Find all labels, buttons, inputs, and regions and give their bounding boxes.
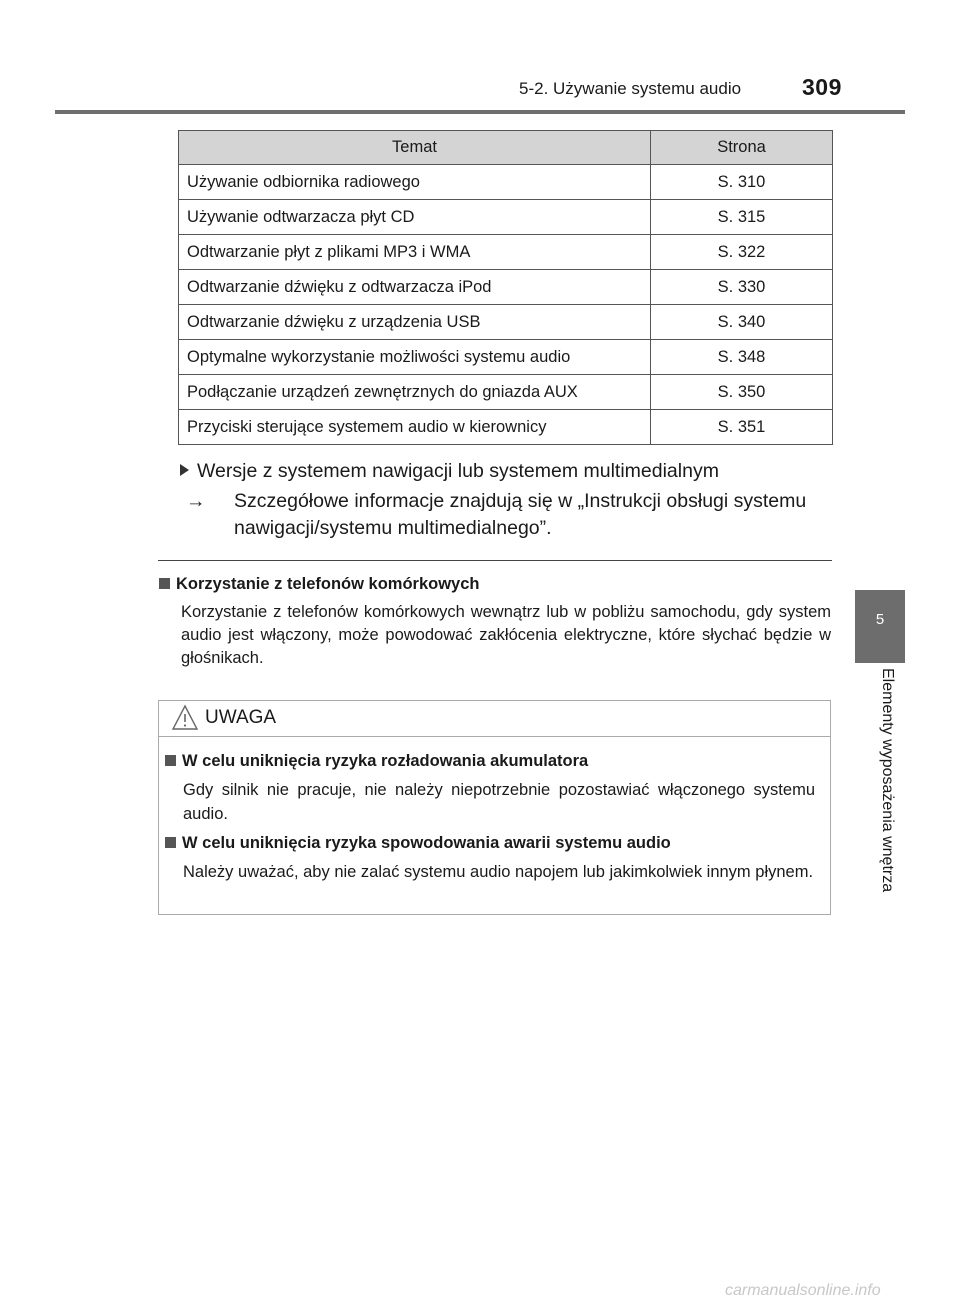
column-header-page: Strona <box>651 131 833 165</box>
page-ref-cell: S. 351 <box>651 410 833 445</box>
table-row <box>179 375 833 410</box>
page-ref-cell: S. 340 <box>651 305 833 340</box>
versions-bullet-text: Wersje z systemem nawigacji lub systemem multimedialnym <box>197 460 719 482</box>
table-row <box>179 340 833 375</box>
page-ref-cell: S. 330 <box>651 270 833 305</box>
table-row <box>179 305 833 340</box>
caution-header <box>159 701 830 737</box>
note-heading <box>159 575 479 594</box>
warning-triangle-icon <box>171 704 199 732</box>
square-bullet-icon <box>159 578 170 589</box>
page-ref-cell: S. 348 <box>651 340 833 375</box>
topic-cell: Używanie odbiornika radiowego <box>179 165 651 200</box>
versions-reference-text: Szczegółowe informacje znajdują się w „Instrukcji obsługi systemu nawigacji/systemu multimedialnego”. <box>234 490 807 539</box>
chapter-number: 5 <box>875 611 885 628</box>
arrow-right-icon: → <box>186 490 206 512</box>
chapter-tab <box>855 590 905 663</box>
header-section-title: 5-2. Używanie systemu audio <box>519 79 742 98</box>
square-bullet-icon <box>165 837 176 848</box>
square-bullet-icon <box>165 755 176 766</box>
versions-reference <box>186 488 838 542</box>
table-row <box>179 270 833 305</box>
topic-cell: Podłączanie urządzeń zewnętrznych do gniazda AUX <box>179 375 651 410</box>
page-ref-cell: S. 315 <box>651 200 833 235</box>
table-row <box>179 200 833 235</box>
section-divider <box>158 560 832 561</box>
triangle-bullet-icon <box>180 464 189 476</box>
table-row <box>179 165 833 200</box>
topic-cell: Przyciski sterujące systemem audio w kierownicy <box>179 410 651 445</box>
header-rule <box>55 110 905 114</box>
page-ref-cell: S. 322 <box>651 235 833 270</box>
topic-cell: Optymalne wykorzystanie możliwości systemu audio <box>179 340 651 375</box>
page-number: 309 <box>802 74 842 100</box>
caution-item-title <box>165 834 671 853</box>
table-row <box>179 410 833 445</box>
page-ref-cell: S. 350 <box>651 375 833 410</box>
caution-title: UWAGA <box>205 707 277 728</box>
topic-cell: Używanie odtwarzacza płyt CD <box>179 200 651 235</box>
note-body: Korzystanie z telefonów komórkowych wewnątrz lub w pobliżu samochodu, gdy system audio jest włączony, może powodować zakłócenia elektryczne, które słychać będzie w głośnikach. <box>181 603 831 667</box>
topic-cell: Odtwarzanie dźwięku z urządzenia USB <box>179 305 651 340</box>
table-row <box>179 235 833 270</box>
topic-cell: Odtwarzanie płyt z plikami MP3 i WMA <box>179 235 651 270</box>
note-title-text: Korzystanie z telefonów komórkowych <box>176 575 480 593</box>
caution-item-title-text: W celu uniknięcia ryzyka spowodowania awarii systemu audio <box>182 834 671 852</box>
caution-item-title <box>165 752 588 771</box>
caution-item-body: Należy uważać, aby nie zalać systemu audio napojem lub jakimkolwiek innym płynem. <box>183 863 814 881</box>
page-ref-cell: S. 310 <box>651 165 833 200</box>
versions-bullet <box>180 460 719 483</box>
caution-item-title-text: W celu uniknięcia ryzyka rozładowania akumulatora <box>182 752 589 770</box>
watermark: carmanualsonline.info <box>725 1282 881 1299</box>
table-header-row <box>179 131 833 165</box>
caution-item-body: Gdy silnik nie pracuje, nie należy niepotrzebnie pozostawiać włączonego systemu audio. <box>183 781 815 823</box>
topic-cell: Odtwarzanie dźwięku z odtwarzacza iPod <box>179 270 651 305</box>
column-header-topic: Temat <box>179 131 651 165</box>
caution-box <box>158 700 831 915</box>
topics-table <box>178 130 833 445</box>
chapter-title: Elementy wyposażenia wnętrza <box>879 668 896 893</box>
